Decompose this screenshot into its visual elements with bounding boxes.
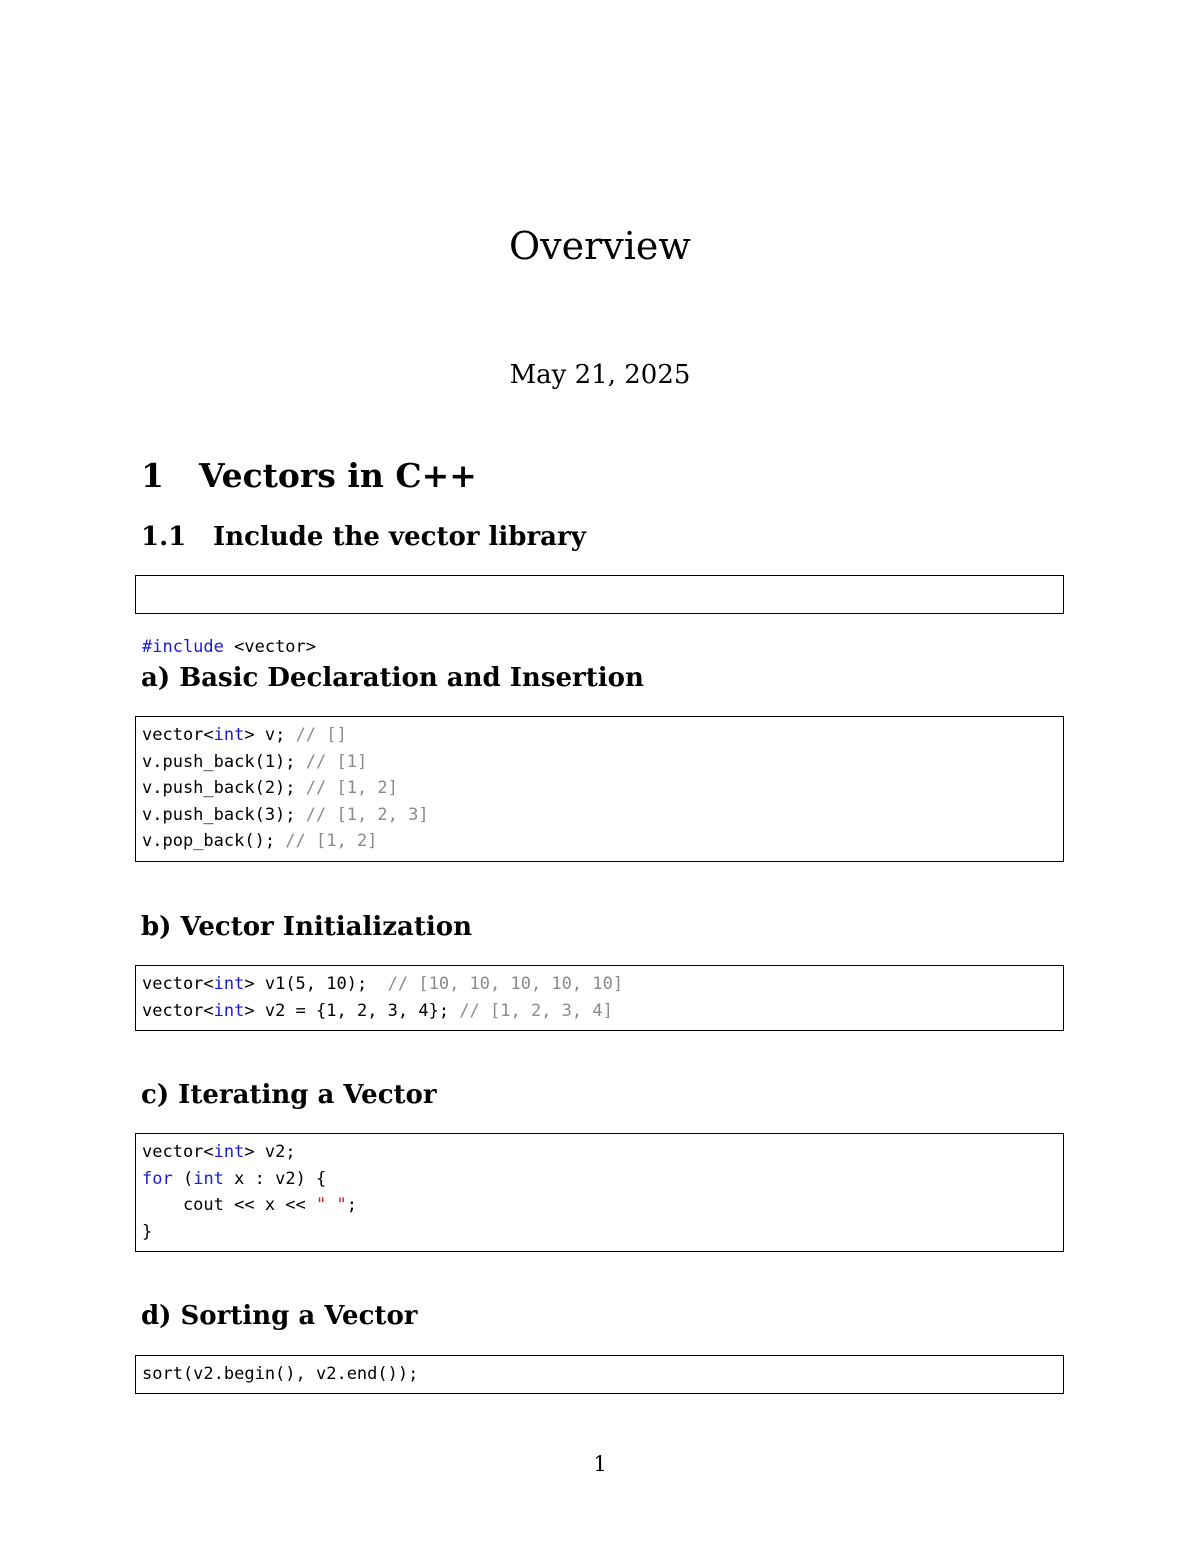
page-number: 1 [593, 1452, 607, 1476]
code-line [142, 775, 1063, 802]
code-text: > v2; [244, 1142, 296, 1162]
code-line [142, 1361, 1063, 1388]
code-keyword: for [142, 1168, 173, 1189]
subsection-title: Include the vector library [213, 522, 586, 552]
page-date: May 21, 2025 [509, 360, 691, 390]
code-line [142, 634, 1063, 661]
code-text: ; [346, 1195, 357, 1215]
paragraph-heading-d: d) Sorting a Vector [141, 1301, 418, 1331]
code-line [142, 1166, 1063, 1193]
code-text: x : v2) { [223, 1168, 327, 1189]
code-text: v.pop_back(); [142, 831, 286, 851]
section-number: 1 [141, 456, 164, 495]
code-text: > v; [244, 725, 296, 745]
code-keyword: int [213, 1142, 245, 1162]
paragraph-heading-c: c) Iterating a Vector [141, 1080, 437, 1110]
code-comment: // [1, 2, 3] [305, 804, 429, 825]
section-heading [141, 455, 477, 497]
code-line [142, 722, 1063, 749]
code-comment: // [1, 2, 3, 4] [459, 1000, 613, 1021]
code-keyword: int [213, 1000, 245, 1021]
code-text: v.push_back(1); [142, 751, 306, 772]
code-line [142, 1192, 1063, 1219]
paragraph-heading-b: b) Vector Initialization [141, 912, 472, 942]
code-text: vector< [142, 974, 214, 994]
code-block-include [135, 575, 1064, 657]
code-line [142, 749, 1063, 776]
code-text: > v2 = {1, 2, 3, 4}; [244, 1000, 460, 1021]
code-block-iteration [135, 1133, 1064, 1252]
code-block-basic-declaration [135, 716, 1064, 862]
code-line [142, 828, 1063, 855]
code-string: " " [316, 1195, 347, 1215]
subsection-number: 1.1 [141, 522, 187, 552]
code-text: sort(v2.begin(), v2.end()); [142, 1364, 419, 1384]
code-line [142, 1139, 1063, 1166]
code-keyword: int [193, 1168, 224, 1189]
code-text: v.push_back(2); [142, 778, 306, 798]
code-comment: // [10, 10, 10, 10, 10] [387, 974, 624, 994]
code-block-initialization [135, 965, 1064, 1031]
paragraph-heading-a: a) Basic Declaration and Insertion [141, 663, 644, 693]
code-text: vector< [142, 1142, 214, 1162]
code-keyword: #include [142, 637, 224, 657]
code-comment: // [1, 2] [285, 831, 378, 851]
code-block-sorting [135, 1355, 1064, 1394]
code-comment: // [1] [305, 751, 368, 772]
section-title: Vectors in C++ [199, 456, 477, 495]
code-text: vector< [142, 725, 214, 745]
code-line [142, 971, 1063, 998]
page-title: Overview [509, 224, 691, 268]
code-text: vector< [142, 1000, 214, 1021]
code-text: <vector> [223, 637, 317, 657]
code-line [142, 998, 1063, 1025]
subsection-heading [141, 520, 586, 554]
code-line [142, 802, 1063, 829]
code-text: ( [172, 1168, 194, 1189]
code-keyword: int [213, 725, 245, 745]
code-comment: // [1, 2] [305, 778, 398, 798]
code-line [142, 1219, 1063, 1246]
code-text: cout << x << [142, 1195, 316, 1215]
code-text: } [142, 1221, 153, 1242]
code-text: > v1(5, 10); [244, 974, 388, 994]
code-comment: // [] [295, 725, 347, 745]
code-keyword: int [213, 974, 245, 994]
code-text: v.push_back(3); [142, 804, 306, 825]
